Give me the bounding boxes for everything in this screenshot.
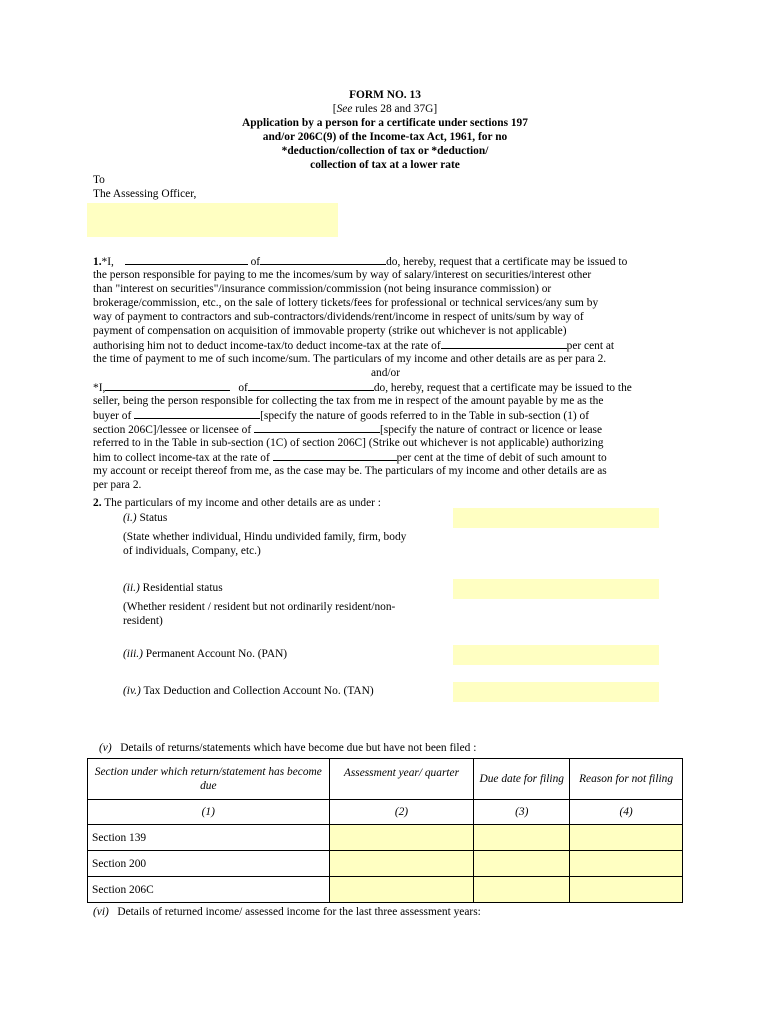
status-label: (i.) Status	[123, 512, 168, 524]
header-due-date: Due date for filing	[474, 759, 570, 800]
para1-line1: 1.*I, of do, hereby, request that a certificate may be issued to	[93, 256, 628, 268]
tan-label: (iv.) Tax Deduction and Collection Account No. (TAN)	[123, 685, 374, 697]
address-blank-2[interactable]	[248, 380, 374, 391]
assessing-officer-label: The Assessing Officer,	[93, 188, 197, 200]
para1-line4: brokerage/commission, etc., on the sale of lottery tickets/fees for professional or technical services/any sum by	[93, 297, 599, 309]
due-date-cell[interactable]	[474, 877, 570, 903]
form-title-line2: and/or 206C(9) of the Income-tax Act, 1961, for no	[262, 131, 508, 143]
assessment-year-cell[interactable]	[329, 877, 474, 903]
status-note-2: of individuals, Company, etc.)	[123, 545, 261, 557]
form-title-line3: *deduction/collection of tax or *deduction/	[281, 145, 489, 157]
para1-line8: the time of payment to me of such income/sum. The particulars of my income and other details are as per para 2.	[93, 353, 607, 365]
due-date-cell[interactable]	[474, 851, 570, 877]
col-num-4: (4)	[570, 800, 683, 825]
form-number: FORM NO. 13	[349, 89, 421, 101]
para1-line3: than "interest on securities"/insurance commission/commission (not being insurance commission) or	[93, 283, 552, 295]
para1b-line3: buyer of [specify the nature of goods referred to in the Table in sub-section (1) of	[93, 410, 590, 422]
rules-reference: [See rules 28 and 37G]	[332, 103, 438, 115]
contract-blank[interactable]	[254, 422, 380, 433]
name-blank-1[interactable]	[125, 254, 248, 265]
assessing-officer-field[interactable]	[87, 203, 338, 237]
pan-field[interactable]	[453, 645, 659, 665]
goods-blank[interactable]	[134, 408, 260, 419]
header-reason: Reason for not filing	[570, 759, 683, 800]
table-row	[88, 825, 683, 851]
andor-label: and/or	[370, 367, 401, 379]
table-row	[88, 877, 683, 903]
pan-label: (iii.) Permanent Account No. (PAN)	[123, 648, 288, 660]
residential-status-note-2: resident)	[123, 615, 163, 627]
col-num-1: (1)	[88, 800, 330, 825]
status-field[interactable]	[453, 508, 659, 528]
returns-due-label: (v) Details of returns/statements which have become due but have not been filed :	[99, 742, 477, 754]
row-section-label: Section 200	[88, 851, 330, 877]
due-date-cell[interactable]	[474, 825, 570, 851]
residential-status-field[interactable]	[453, 579, 659, 599]
reason-cell[interactable]	[570, 825, 683, 851]
para1-line5: way of payment to contractors and sub-contractors/dividends/rent/income in respect of units/sum by way of	[93, 311, 584, 323]
para1b-line6: him to collect income-tax at the rate of per cent at the time of debit of such amount to	[93, 452, 607, 464]
para1b-line5: referred to in the Table in sub-section (1C) of section 206C] (Strike out whichever is not applicable) authorizing	[93, 437, 604, 449]
assessment-year-cell[interactable]	[329, 825, 474, 851]
row-section-label: Section 206C	[88, 877, 330, 903]
form-title-line4: collection of tax at a lower rate	[310, 159, 460, 171]
residential-status-note: (Whether resident / resident but not ordinarily resident/non-	[123, 601, 396, 613]
header-section: Section under which return/statement has become due	[88, 759, 330, 800]
returns-table	[87, 758, 683, 903]
para2-intro: 2. The particulars of my income and other details are as under :	[93, 497, 381, 509]
form-title-line1: Application by a person for a certificate under sections 197	[242, 117, 528, 129]
tan-field[interactable]	[453, 682, 659, 702]
para1b-line7: my account or receipt thereof from me, as the case may be. The particulars of my income and other details are as	[93, 465, 607, 477]
para1-line7: authorising him not to deduct income-tax/to deduct income-tax at the rate of per cent at	[93, 340, 615, 352]
reason-cell[interactable]	[570, 851, 683, 877]
para1b-line4: section 206C]/lessee or licensee of [specify the nature of contract or licence or lease	[93, 424, 603, 436]
col-num-3: (3)	[474, 800, 570, 825]
para1-line2: the person responsible for paying to me the incomes/sum by way of salary/interest on securities/interest other	[93, 269, 592, 281]
para1b-line2: seller, being the person responsible for collecting the tax from me in respect of the amount payable by me as the	[93, 395, 604, 407]
table-row	[88, 851, 683, 877]
status-note: (State whether individual, Hindu undivided family, firm, body	[123, 531, 407, 543]
para1b-line1: *I, of do, hereby, request that a certificate may be issued to the	[93, 382, 632, 394]
residential-status-label: (ii.) Residential status	[123, 582, 223, 594]
header-assessment-year: Assessment year/ quarter	[329, 759, 474, 800]
to-label: To	[93, 174, 105, 186]
rate-blank-2[interactable]	[273, 450, 397, 461]
para1-line6: payment of compensation on acquisition of immovable property (strike out whichever is not applicable)	[93, 325, 567, 337]
reason-cell[interactable]	[570, 877, 683, 903]
assessment-year-cell[interactable]	[329, 851, 474, 877]
rate-blank-1[interactable]	[441, 338, 567, 349]
returned-income-label: (vi) Details of returned income/ assessed income for the last three assessment years:	[93, 906, 481, 918]
row-section-label: Section 139	[88, 825, 330, 851]
para1b-line8: per para 2.	[93, 479, 142, 491]
address-blank-1[interactable]	[260, 254, 386, 265]
col-num-2: (2)	[329, 800, 474, 825]
name-blank-2[interactable]	[105, 380, 230, 391]
